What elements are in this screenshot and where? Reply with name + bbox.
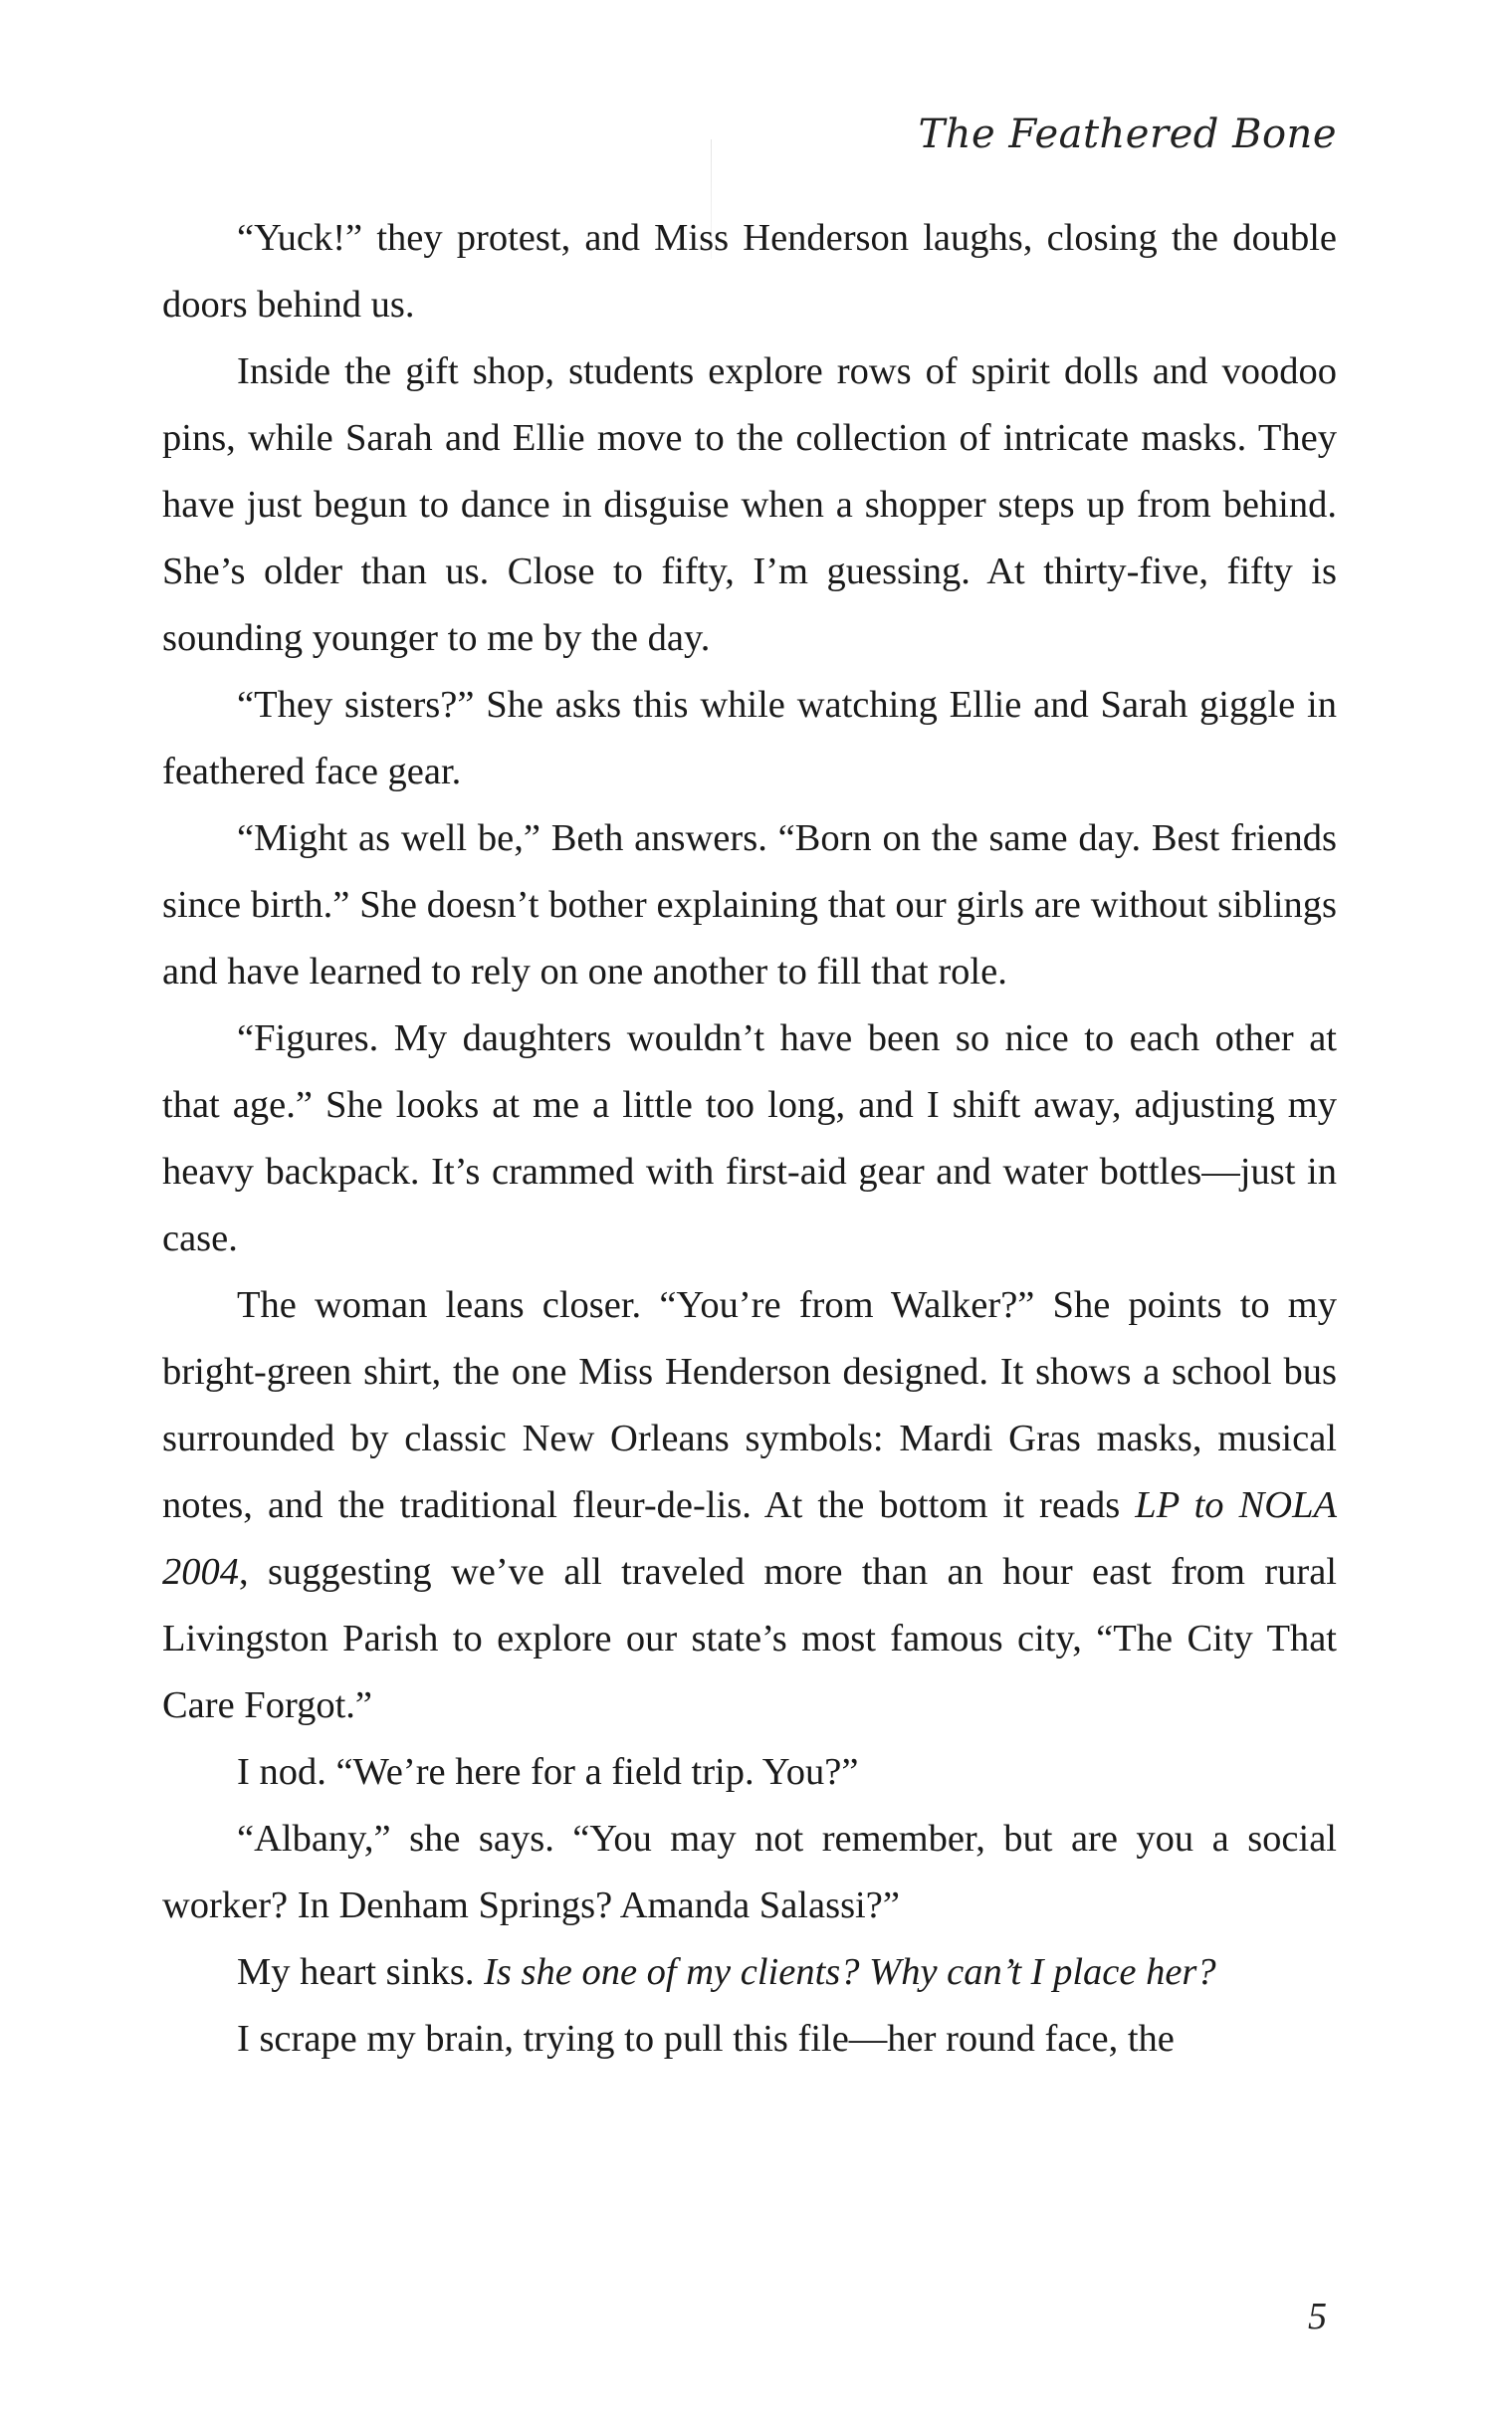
paragraph bbox=[162, 1939, 1337, 2006]
body-text bbox=[162, 205, 1337, 2073]
text-run: The woman leans closer. “You’re from Walker?” She points to my bright-green shirt, the one Miss Henderson designed. It shows a school bus surrounded by classic New Orleans symbols: Mardi Gras masks, musical notes, and the traditional fleur-de-lis. At the bottom it reads bbox=[162, 1284, 1337, 1526]
text-run: I scrape my brain, trying to pull this file—her round face, the bbox=[237, 2018, 1175, 2060]
text-run: , suggesting we’ve all traveled more than an hour east from rural Livingston Parish to explore our state’s most famous city, “The City That Care Forgot.” bbox=[162, 1551, 1337, 1726]
paragraph bbox=[162, 1806, 1337, 1939]
text-run: “Yuck!” they protest, and Miss Henderson laughs, closing the double doors behind us. bbox=[162, 217, 1337, 326]
text-run: “They sisters?” She asks this while watching Ellie and Sarah giggle in feathered face gear. bbox=[162, 684, 1337, 792]
italic-text: LP to NOLA 2004 bbox=[162, 1484, 1337, 1593]
italic-text: Is she one of my clients? Why can’t I place her? bbox=[484, 1951, 1216, 1993]
paragraph bbox=[162, 672, 1337, 805]
text-run: “Figures. My daughters wouldn’t have been so nice to each other at that age.” She looks at me a little too long, and I shift away, adjusting my heavy backpack. It’s crammed with first-aid gear and water bottles—just in case. bbox=[162, 1017, 1337, 1259]
text-run: I nod. “We’re here for a field trip. You?” bbox=[237, 1751, 859, 1793]
paragraph bbox=[162, 2006, 1337, 2073]
text-run: “Might as well be,” Beth answers. “Born on the same day. Best friends since birth.” She doesn’t bother explaining that our girls are without siblings and have learned to rely on one another to fill that role. bbox=[162, 817, 1337, 993]
running-head: The Feathered Bone bbox=[918, 111, 1337, 157]
paragraph bbox=[162, 205, 1337, 338]
text-run: “Albany,” she says. “You may not remember, but are you a social worker? In Denham Springs? Amanda Salassi?” bbox=[162, 1818, 1337, 1926]
paragraph bbox=[162, 338, 1337, 672]
paragraph bbox=[162, 1272, 1337, 1739]
text-run: My heart sinks. bbox=[237, 1951, 485, 1993]
paragraph bbox=[162, 1005, 1337, 1272]
page-number: 5 bbox=[1308, 2296, 1327, 2337]
paragraph bbox=[162, 805, 1337, 1005]
text-run: Inside the gift shop, students explore rows of spirit dolls and voodoo pins, while Sarah and Ellie move to the collection of intricate masks. They have just begun to dance in disguise when a shopper steps up from behind. She’s older than us. Close to fifty, I’m guessing. At thirty-five, fifty is sounding younger to me by the day. bbox=[162, 350, 1337, 659]
paragraph bbox=[162, 1739, 1337, 1806]
